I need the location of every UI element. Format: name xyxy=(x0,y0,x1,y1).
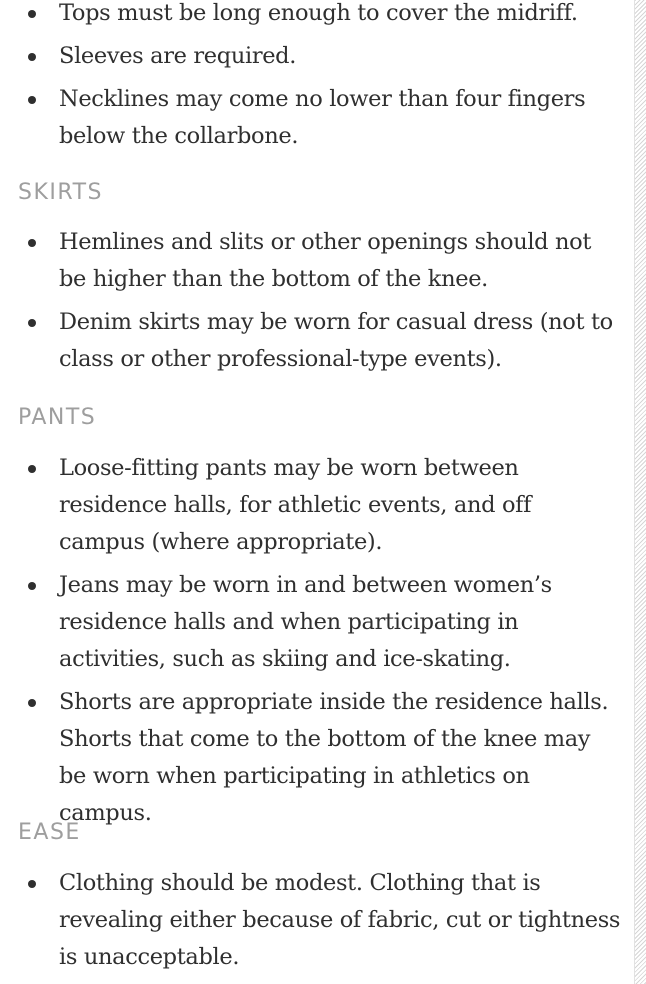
pants-list xyxy=(0,450,632,838)
list-item: Clothing should be modest. Clothing that is revealing either because of fabric, cut or tightness is unacceptable. xyxy=(0,865,632,976)
page-edge-stripe xyxy=(634,0,646,984)
list-item: Hemlines and slits or other openings should not be higher than the bottom of the knee. xyxy=(0,224,632,298)
skirts-list xyxy=(0,224,632,384)
section-heading-pants: PANTS xyxy=(18,405,97,430)
list-item: Necklines may come no lower than four fingers below the collarbone. xyxy=(0,81,632,155)
list-item: Tops must be long enough to cover the midriff. xyxy=(0,0,632,32)
list-item: Jeans may be worn in and between women’s residence halls and when participating in activities, such as skiing and ice-skating. xyxy=(0,567,632,678)
list-item: Shorts are appropriate inside the residence halls. Shorts that come to the bottom of the knee may be worn when participating in athletics on campus. xyxy=(0,684,632,832)
list-item: Denim skirts may be worn for casual dress (not to class or other professional-type events). xyxy=(0,304,632,378)
ease-list xyxy=(0,865,632,982)
list-item: Loose-fitting pants may be worn between residence halls, for athletic events, and off campus (where appropriate). xyxy=(0,450,632,561)
section-heading-skirts: SKIRTS xyxy=(18,180,103,205)
tops-list xyxy=(0,0,632,161)
section-heading-ease: EASE xyxy=(18,820,81,845)
list-item: Sleeves are required. xyxy=(0,38,632,75)
